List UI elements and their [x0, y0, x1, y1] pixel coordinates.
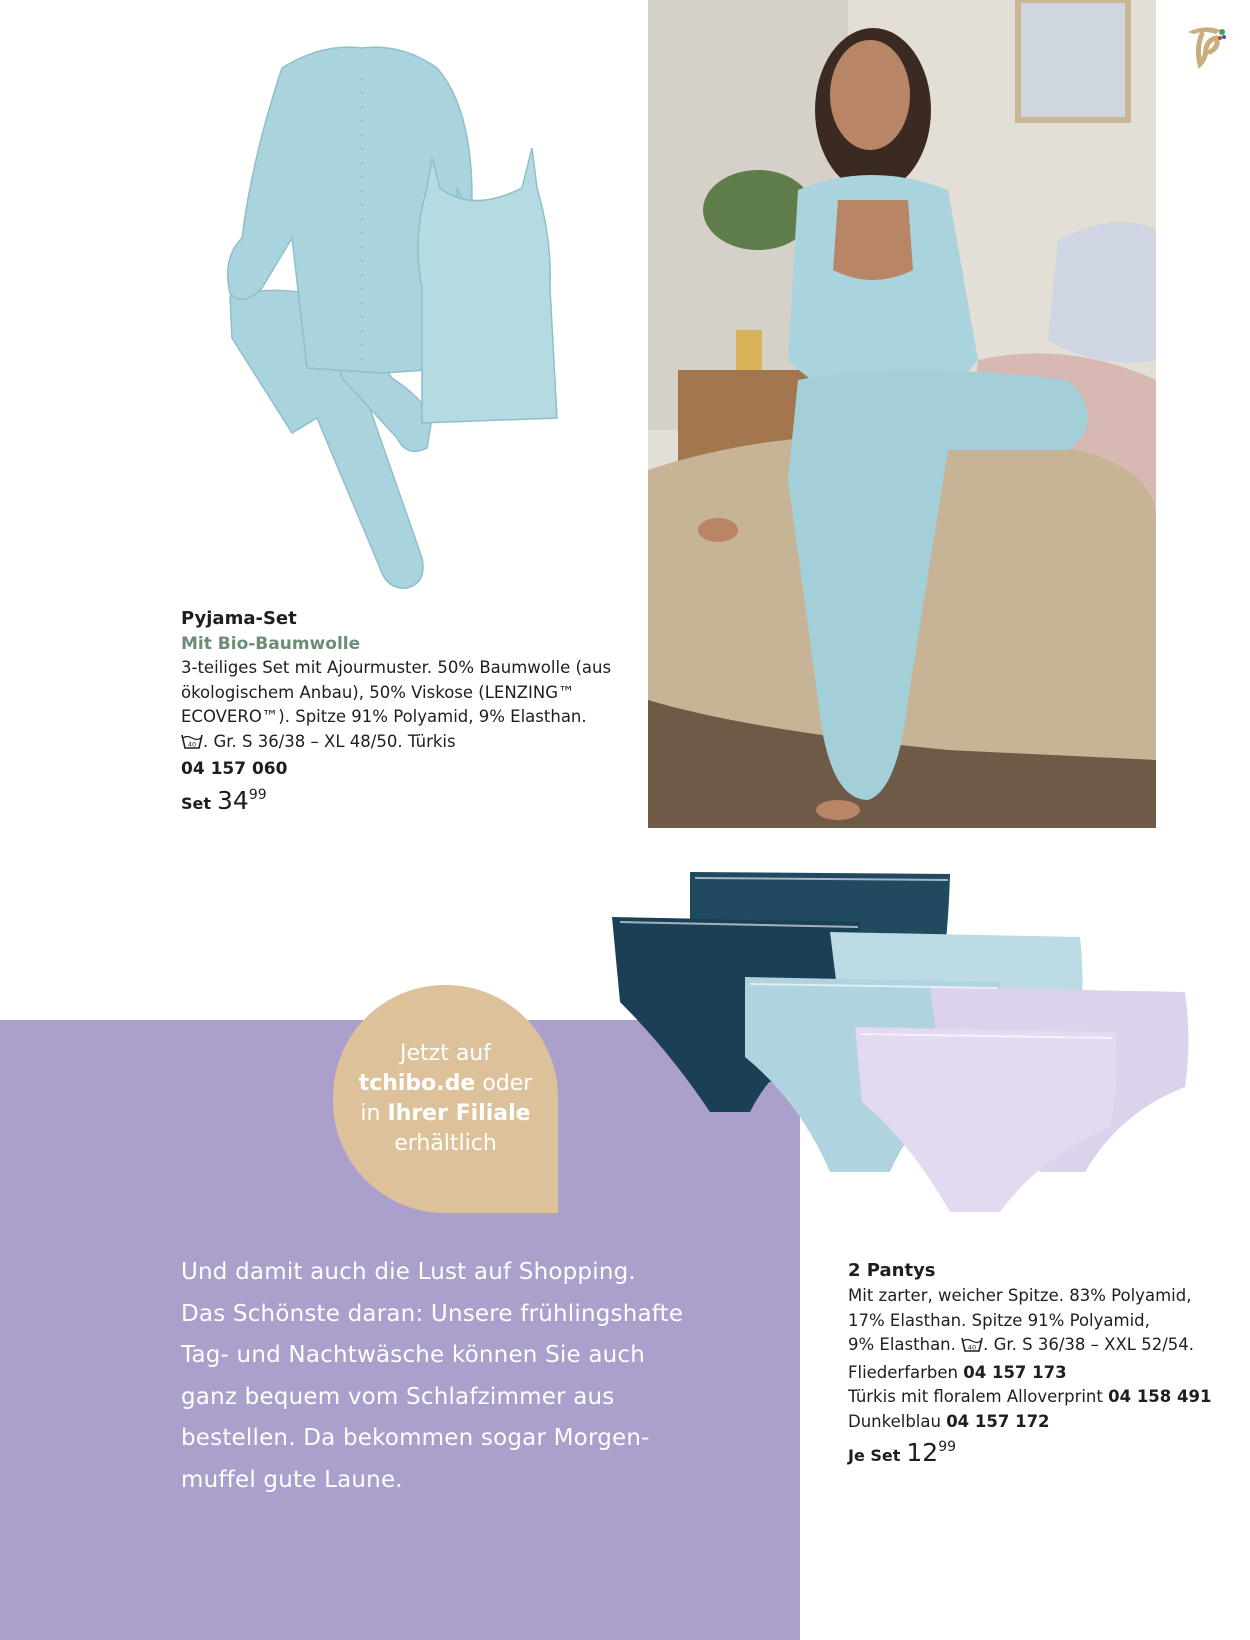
badge-line: erhältlich: [394, 1131, 497, 1156]
badge-line: tchibo.de oder: [358, 1071, 533, 1096]
paragraph-line: muffel gute Laune.: [181, 1466, 403, 1493]
wash-40-icon: [181, 733, 203, 758]
svg-text:40: 40: [187, 740, 197, 748]
pyjama-description-line: ökologischem Anbau), 50% Viskose (LENZING™: [181, 682, 575, 702]
variant-article-number: 04 157 173: [963, 1362, 1067, 1382]
paragraph-line: Das Schönste daran: Unsere frühlingshafte: [181, 1300, 684, 1327]
pyjama-description-line: ECOVERO™). Spitze 91% Polyamid, 9% Elasthan.: [181, 707, 587, 726]
pyjama-article-number: 04 157 060: [181, 759, 288, 779]
paragraph-line: Tag- und Nachtwäsche können Sie auch: [181, 1342, 646, 1368]
tchibo-logo-icon: [1176, 18, 1228, 70]
intro-paragraph: [181, 1252, 741, 1501]
pyjama-title: Pyjama-Set: [181, 608, 297, 629]
pyjama-product-info: [181, 606, 641, 815]
pantys-variant: Türkis mit floralem Alloverprint 04 158 491: [848, 1387, 1212, 1406]
pyjama-set-product-image: [222, 38, 582, 598]
pyjama-price: [181, 786, 641, 815]
pyjama-subtitle: Mit Bio-Baumwolle: [181, 634, 361, 654]
badge-store: Ihrer Filiale: [387, 1101, 531, 1126]
pyjama-description-line: 3-teiliges Set mit Ajourmuster. 50% Baumwolle (aus: [181, 658, 612, 677]
pantys-title: 2 Pantys: [848, 1260, 936, 1281]
availability-badge: [333, 985, 558, 1213]
badge-line: Jetzt auf: [400, 1041, 491, 1066]
pyjama-sizes-text: . Gr. S 36/38 – XL 48/50. Türkis: [203, 731, 456, 751]
pyjama-price-cents: 99: [248, 786, 267, 803]
pyjama-sizes-line: [181, 730, 641, 758]
variant-article-number: 04 158 491: [1108, 1387, 1212, 1406]
pantys-price-euros: 12: [906, 1438, 939, 1467]
variant-article-number: 04 157 172: [946, 1411, 1050, 1431]
pantys-sizes-line: 9% Elasthan. 40 . Gr. S 36/38 – XXL 52/54.: [848, 1333, 1238, 1361]
svg-text:40: 40: [967, 1343, 977, 1352]
pantys-price-cents: 99: [938, 1439, 957, 1455]
pyjama-price-label: Set: [181, 793, 212, 813]
woman-in-pyjama-photo: [648, 0, 1156, 828]
pantys-product-image: [600, 872, 1210, 1217]
pantys-product-info: [848, 1258, 1238, 1467]
paragraph-line: bestellen. Da bekommen sogar Morgen-: [181, 1425, 650, 1451]
wash-40-icon: [961, 1336, 983, 1361]
pantys-price-label: Je Set: [848, 1446, 901, 1465]
pantys-description-line: 17% Elasthan. Spitze 91% Polyamid,: [848, 1310, 1150, 1330]
pantys-variant: Fliederfarben 04 157 173: [848, 1362, 1067, 1382]
pyjama-price-euros: 34: [217, 785, 249, 815]
pantys-price: [848, 1438, 1238, 1467]
paragraph-line: Und damit auch die Lust auf Shopping.: [181, 1259, 636, 1285]
pantys-description-line: Mit zarter, weicher Spitze. 83% Polyamid,: [848, 1286, 1192, 1305]
pantys-variant: Dunkelblau 04 157 172: [848, 1411, 1050, 1431]
badge-line: in Ihrer Filiale: [360, 1101, 531, 1126]
paragraph-line: ganz bequem vom Schlafzimmer aus: [181, 1383, 615, 1410]
badge-website: tchibo.de: [358, 1071, 476, 1096]
